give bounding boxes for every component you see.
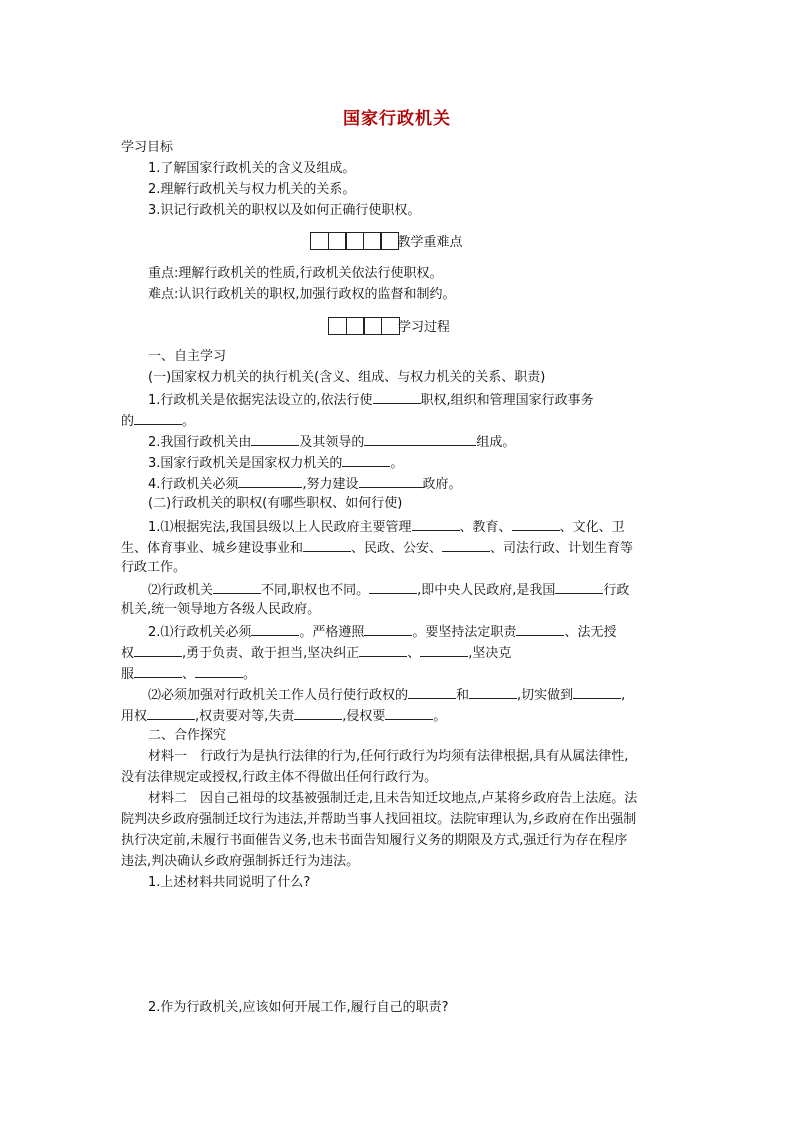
powers-1-line-1: 1.⑴根据宪法,我国县级以上人民政府主要管理 、教育、 、文化、卫 [148, 520, 625, 535]
answer-blank[interactable] [573, 686, 621, 699]
material-2-line-4: 违法,判决确认乡政府强制拆迁行为违法。 [121, 854, 360, 869]
answer-blank[interactable] [294, 707, 342, 720]
answer-area-2[interactable] [121, 1021, 681, 1111]
answer-blank[interactable] [134, 644, 182, 657]
answer-blank[interactable] [364, 623, 412, 636]
part1-title: (一)国家权力机关的执行机关(含义、组成、与权力机关的关系、职责) [148, 370, 546, 385]
answer-area-1[interactable] [121, 896, 681, 996]
process-heading: 学习过程 [398, 320, 451, 335]
material-2-line-3: 执行决定前,未履行书面催告义务,也未书面告知履行义务的期限及方式,强迁行为存在程序 [121, 833, 628, 848]
question-4-line: 4.行政机关必须 ,努力建设 政府。 [148, 477, 462, 492]
answer-blank[interactable] [238, 475, 302, 488]
answer-blank[interactable] [408, 686, 456, 699]
answer-blank[interactable] [369, 581, 417, 594]
difficulty-heading: 教学重难点 [397, 235, 463, 250]
answer-blank[interactable] [213, 581, 261, 594]
powers-2-line-1: 2.⑴行政机关必须 。严格遵照 。要坚持法定职责 、法无授 [148, 625, 617, 640]
question-1-line: 1.行政机关是依据宪法设立的,依法行使 职权,组织和管理国家行政事务 [148, 393, 594, 408]
material-1-line-2: 没有法律规定或授权,行政主体不得做出任何行政行为。 [121, 770, 438, 785]
powers-2-line-5: 用权 ,权责要对等,失责 ,侵权要 。 [121, 709, 447, 724]
section-self-study: 一、自主学习 [148, 349, 227, 364]
answer-blank[interactable] [364, 433, 476, 446]
answer-blank[interactable] [412, 518, 460, 531]
powers-1-line-4: ⑵行政机关 不同,职权也不同。 ,即中央人民政府,是我国 行政 [148, 583, 630, 598]
answer-blank[interactable] [147, 707, 195, 720]
answer-blank[interactable] [303, 539, 351, 552]
material-2-line-2: 院判决乡政府强制迁坟行为违法,并帮助当事人找回祖坟。法院审理认为,乡政府在作出强制 [121, 812, 637, 827]
material-1-line-1: 材料一 行政行为是执行法律的行为,任何行政行为均须有法律根据,具有从属法律性, [148, 749, 629, 764]
answer-blank[interactable] [442, 539, 490, 552]
powers-2-line-4: ⑵必须加强对行政机关工作人员行使行政权的 和 ,切实做到 , [148, 688, 626, 703]
answer-blank[interactable] [251, 433, 299, 446]
inquiry-question-2: 2.作为行政机关,应该如何开展工作,履行自己的职责? [148, 1000, 449, 1015]
answer-blank[interactable] [420, 644, 468, 657]
answer-blank[interactable] [134, 665, 182, 678]
question-2-line: 2.我国行政机关由 及其领导的 组成。 [148, 435, 516, 450]
inquiry-question-1: 1.上述材料共同说明了什么? [148, 875, 311, 890]
answer-blank[interactable] [134, 412, 182, 425]
answer-blank[interactable] [342, 454, 390, 467]
answer-blank[interactable] [359, 475, 423, 488]
part2-title: (二)行政机关的职权(有哪些职权、如何行使) [148, 496, 403, 511]
answer-blank[interactable] [251, 623, 299, 636]
powers-1-line-3: 行政工作。 [121, 560, 187, 575]
objective-item-3: 3.识记行政机关的职权以及如何正确行使职权。 [148, 203, 421, 218]
page-title: 国家行政机关 [343, 109, 451, 129]
answer-blank[interactable] [516, 623, 564, 636]
section-cooperative-inquiry: 二、合作探究 [148, 728, 227, 743]
answer-blank[interactable] [512, 518, 560, 531]
question-3-line: 3.国家行政机关是国家权力机关的 。 [148, 456, 404, 471]
powers-1-line-5: 机关,统一领导地方各级人民政府。 [121, 602, 321, 617]
powers-1-line-2: 生、体育事业、城乡建设事业和 、民政、公安、 、司法行政、计划生育等 [121, 541, 634, 556]
key-point: 重点:理解行政机关的性质,行政机关依法行使职权。 [148, 266, 443, 281]
hard-point: 难点:认识行政机关的职权,加强行政权的监督和制约。 [148, 287, 456, 302]
answer-blank[interactable] [555, 581, 603, 594]
process-header [328, 317, 450, 341]
header-boxes-decoration [310, 232, 398, 256]
material-2-line-1: 材料二 因自己祖母的坟基被强制迁走,且未告知迁坟地点,卢某将乡政府告上法庭。法 [148, 791, 638, 806]
objective-item-1: 1.了解国家行政机关的含义及组成。 [148, 161, 356, 176]
powers-2-line-2: 权 ,勇于负责、敢于担当,坚决纠正 、 ,坚决克 [121, 646, 512, 661]
objective-item-2: 2.理解行政机关与权力机关的关系。 [148, 182, 356, 197]
header-boxes-decoration [328, 317, 398, 341]
question-1-cont: 的 。 [121, 414, 196, 429]
difficulty-header [310, 232, 463, 256]
objectives-heading: 学习目标 [121, 140, 174, 155]
answer-blank[interactable] [373, 391, 421, 404]
answer-blank[interactable] [359, 644, 407, 657]
answer-blank[interactable] [385, 707, 433, 720]
powers-2-line-3: 服 、 。 [121, 667, 257, 682]
answer-blank[interactable] [469, 686, 517, 699]
answer-blank[interactable] [195, 665, 243, 678]
